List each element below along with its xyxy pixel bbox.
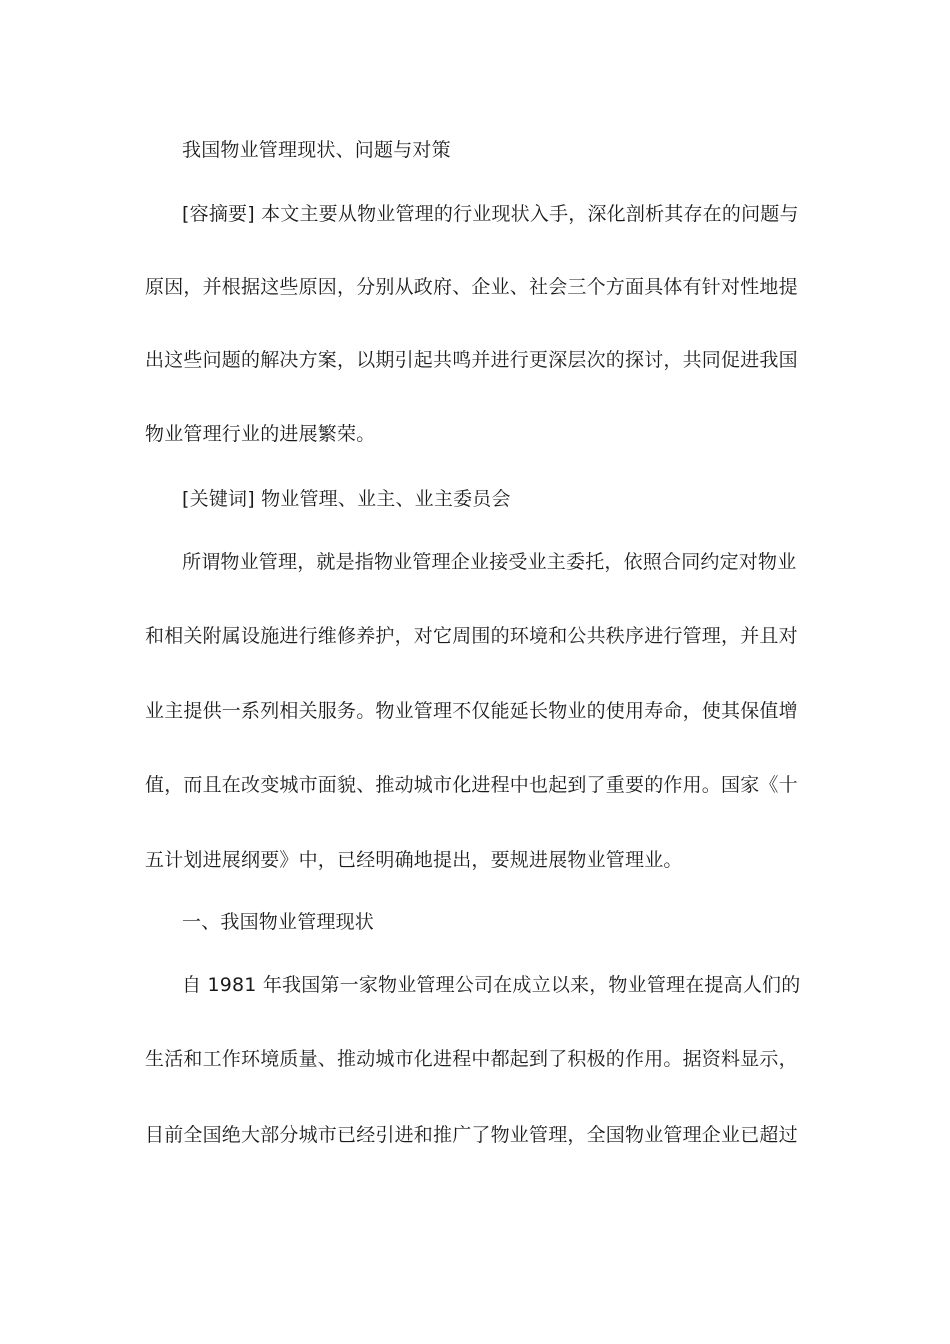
keywords-line: [关键词] 物业管理、业主、业主委员会	[182, 488, 511, 510]
intro-line-3: 业主提供一系列相关服务。物业管理不仅能延长物业的使用寿命，使其保值增	[145, 700, 798, 722]
intro-line-5: 五计划进展纲要》中，已经明确地提出，要规进展物业管理业。	[145, 849, 683, 871]
abstract-line-2: 原因，并根据这些原因，分别从政府、企业、社会三个方面具体有针对性地提	[145, 276, 798, 298]
section-line-2: 生活和工作环境质量、推动城市化进程中都起到了积极的作用。据资料显示，	[145, 1048, 798, 1070]
intro-line-1: 所谓物业管理，就是指物业管理企业接受业主委托，依照合同约定对物业	[182, 551, 797, 573]
section-heading: 一、我国物业管理现状	[182, 911, 375, 933]
abstract-line-4: 物业管理行业的进展繁荣。	[145, 423, 376, 445]
abstract-line-3: 出这些问题的解决方案，以期引起共鸣并进行更深层次的探讨，共同促进我国	[145, 349, 798, 371]
intro-line-4: 值，而且在改变城市面貌、推动城市化进程中也起到了重要的作用。国家《十	[145, 774, 798, 796]
document-title: 我国物业管理现状、问题与对策	[182, 139, 451, 161]
section-line-1: 自 1981 年我国第一家物业管理公司在成立以来，物业管理在提高人们的	[182, 974, 801, 996]
section-line-3: 目前全国绝大部分城市已经引进和推广了物业管理，全国物业管理企业已超过	[145, 1124, 798, 1146]
intro-line-2: 和相关附属设施进行维修养护，对它周围的环境和公共秩序进行管理，并且对	[145, 625, 798, 647]
abstract-line-1: [容摘要] 本文主要从物业管理的行业现状入手，深化剖析其存在的问题与	[182, 203, 799, 225]
